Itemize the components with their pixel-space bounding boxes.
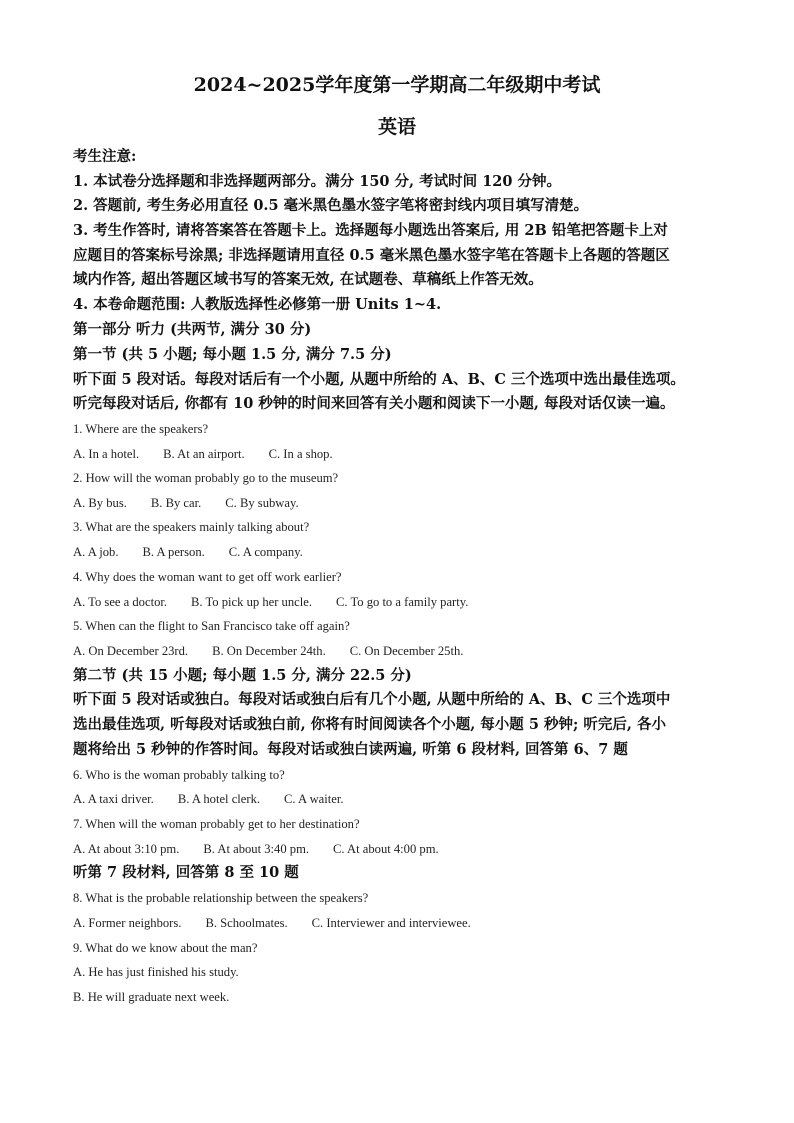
option-a: A. To see a doctor.: [73, 595, 168, 609]
question-5: 5. When can the flight to San Francisco take off again?: [73, 619, 350, 633]
option-b: B. A person.: [142, 545, 205, 559]
option-b: B. At an airport.: [163, 447, 245, 461]
question-8-options: [73, 912, 495, 934]
question-9-option-b: B. He will graduate next week.: [73, 990, 230, 1004]
section2-subheading: 听第 7 段材料, 回答第 8 至 10 题: [73, 864, 299, 881]
question-5-options: [73, 640, 487, 662]
question-8: 8. What is the probable relationship between the speakers?: [73, 891, 369, 905]
option-a: A. A job.: [73, 545, 119, 559]
notice-item-2: 2. 答题前, 考生务必用直径 0.5 毫米黑色墨水签字笔将密封线内项目填写清楚。: [73, 197, 589, 214]
question-3: 3. What are the speakers mainly talking about?: [73, 520, 310, 534]
section2-instruction-line-1: 听下面 5 段对话或独白。每段对话或独白后有几个小题, 从题中所给的 A、B、C 三个选项中: [73, 691, 671, 708]
option-c: C. On December 25th.: [349, 644, 464, 658]
option-c: C. A company.: [228, 545, 303, 559]
section1-heading: 第一节 (共 5 小题; 每小题 1.5 分, 满分 7.5 分): [73, 346, 392, 363]
question-9-option-a: A. He has just finished his study.: [73, 965, 239, 979]
question-1-options: [73, 443, 357, 465]
option-a: A. At about 3:10 pm.: [73, 842, 180, 856]
option-c: C. To go to a family party.: [335, 595, 469, 609]
question-2-options: [73, 492, 323, 514]
section1-instruction-line-2: 听完每段对话后, 你都有 10 秒钟的时间来回答有关小题和阅读下一小题, 每段对话仅读一遍。: [73, 395, 675, 412]
option-b: B. Schoolmates.: [205, 916, 288, 930]
section2-instruction-line-3: 题将给出 5 秒钟的作答时间。每段对话或独白读两遍, 听第 6 段材料, 回答第 6、7 题: [73, 741, 628, 758]
option-b: B. By car.: [150, 496, 202, 510]
option-b: B. To pick up her uncle.: [191, 595, 312, 609]
question-7-options: [73, 838, 463, 860]
subject-title: 英语: [377, 116, 416, 138]
exam-title: 2024~2025学年度第一学期高二年级期中考试: [193, 74, 601, 96]
option-c: C. In a shop.: [268, 447, 333, 461]
question-7: 7. When will the woman probably get to her destination?: [73, 817, 360, 831]
section1-instruction-line-1: 听下面 5 段对话。每段对话后有一个小题, 从题中所给的 A、B、C 三个选项中选出最佳选项。: [73, 371, 685, 388]
section2-heading: 第二节 (共 15 小题; 每小题 1.5 分, 满分 22.5 分): [73, 667, 412, 684]
option-a: A. On December 23rd.: [73, 644, 189, 658]
notice-item-4: 4. 本卷命题范围: 人教版选择性必修第一册 Units 1~4.: [73, 296, 442, 313]
question-2: 2. How will the woman probably go to the museum?: [73, 471, 339, 485]
question-6-options: [73, 788, 367, 810]
option-c: C. A waiter.: [284, 792, 344, 806]
option-b: B. At about 3:40 pm.: [203, 842, 310, 856]
option-c: C. At about 4:00 pm.: [333, 842, 439, 856]
option-c: C. Interviewer and interviewee.: [311, 916, 471, 930]
section2-instruction-line-2: 选出最佳选项, 听每段对话或独白前, 你将有时间阅读各个小题, 每小题 5 秒钟; 听完后, 各小: [73, 716, 666, 733]
question-4-options: [73, 591, 492, 613]
option-b: B. A hotel clerk.: [177, 792, 261, 806]
option-b: B. On December 24th.: [212, 644, 326, 658]
part1-heading: 第一部分 听力 (共两节, 满分 30 分): [73, 321, 312, 338]
notice-heading: 考生注意:: [73, 148, 137, 165]
question-4: 4. Why does the woman want to get off work earlier?: [73, 570, 342, 584]
question-9: 9. What do we know about the man?: [73, 941, 258, 955]
option-a: A. Former neighbors.: [73, 916, 182, 930]
notice-item-3-line-2: 应题目的答案标号涂黑; 非选择题请用直径 0.5 毫米黑色墨水签字笔在答题卡上各题的答题区: [73, 247, 670, 264]
notice-item-3-line-3: 域内作答, 超出答题区域书写的答案无效, 在试题卷、草稿纸上作答无效。: [73, 271, 543, 288]
notice-item-1: 1. 本试卷分选择题和非选择题两部分。满分 150 分, 考试时间 120 分钟。: [73, 173, 562, 190]
question-1: 1. Where are the speakers?: [73, 422, 209, 436]
option-a: A. A taxi driver.: [73, 792, 154, 806]
option-c: C. By subway.: [225, 496, 299, 510]
question-3-options: [73, 541, 327, 563]
option-a: A. By bus.: [73, 496, 127, 510]
notice-item-3-line-1: 3. 考生作答时, 请将答案答在答题卡上。选择题每小题选出答案后, 用 2B 铅笔把答题卡上对: [73, 222, 668, 239]
question-6: 6. Who is the woman probably talking to?: [73, 768, 285, 782]
option-a: A. In a hotel.: [73, 447, 140, 461]
